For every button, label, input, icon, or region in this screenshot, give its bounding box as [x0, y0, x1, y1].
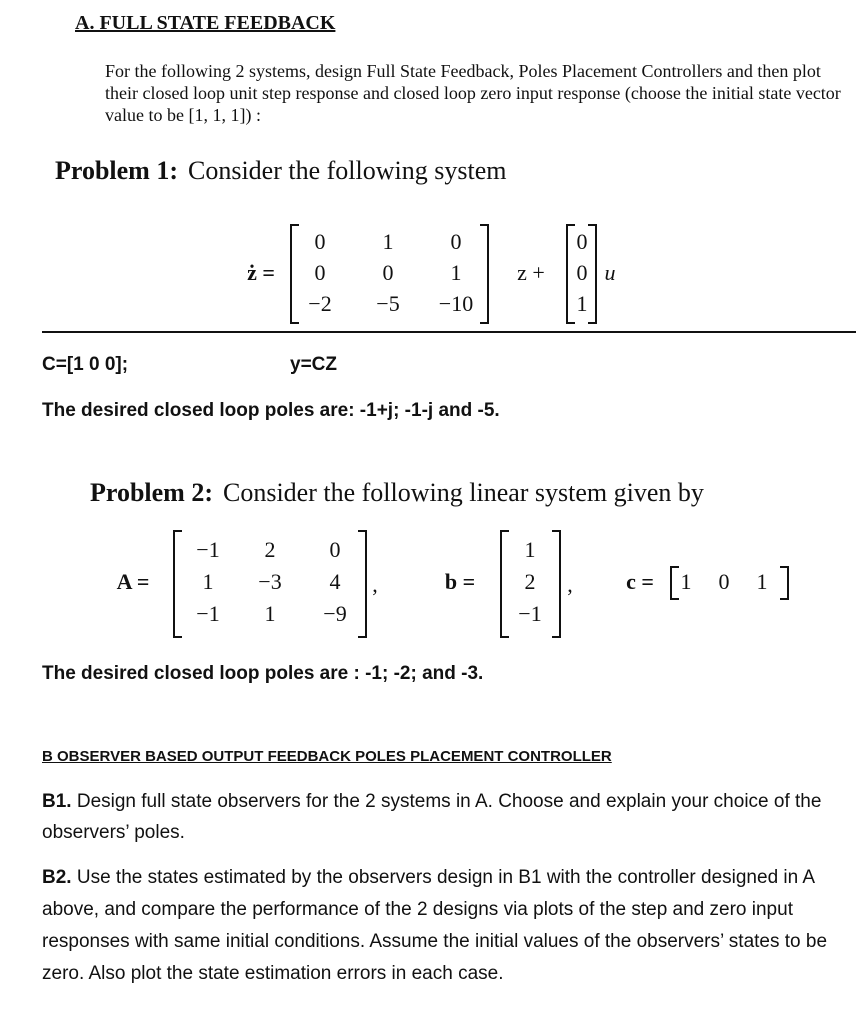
matrix-a-cell: 0 [329, 537, 341, 562]
horizontal-rule [42, 331, 856, 333]
matrix-a-cell: 1 [202, 569, 214, 594]
matrix-a-cell: 1 [264, 601, 276, 626]
b1-text: Design full state observers for the 2 systems in A. Choose and explain your choice of the observers’ poles. [42, 791, 822, 843]
output-equation: y=CZ [290, 354, 337, 375]
matrix-a-cell: 2 [264, 537, 276, 562]
c-label: c = [626, 569, 654, 594]
vector-c-cell: 1 [756, 569, 768, 594]
matrix-a-cell: 4 [329, 569, 341, 594]
vector-b-cell: 1 [524, 537, 536, 562]
section-b-title: B OBSERVER BASED OUTPUT FEEDBACK POLES PLACEMENT CONTROLLER [42, 748, 612, 765]
problem2-statement: Consider the following linear system given by [223, 478, 704, 507]
output-matrix-c: C=[1 0 0]; [42, 354, 129, 375]
matrix-a-cell: −1 [196, 601, 220, 626]
vector-c-cell: 1 [680, 569, 692, 594]
matrix-a-cell: 0 [450, 229, 462, 254]
matrix-a-cell: −2 [308, 291, 332, 316]
matrix-a-cell: 1 [450, 260, 462, 285]
matrix-a-cell: 0 [314, 260, 326, 285]
problem2-label: Problem 2: [90, 478, 213, 507]
matrix-a-cell: −3 [258, 569, 282, 594]
b1-paragraph [42, 786, 842, 848]
intro-paragraph: For the following 2 systems, design Full State Feedback, Poles Placement Controllers and then plot their closed loop unit step response and closed loop zero input response (choose the initial state vector value to be [1, 1, 1]) : [105, 61, 841, 125]
vector-b-cell: 2 [524, 569, 536, 594]
b2-text: Use the states estimated by the observers design in B1 with the controller designed in A above, and compare the performance of the 2 designs via plots of the step and zero input responses with same initial conditions. Assume the initial values of the observers’ states to be zero. Also plot the state estimation errors in each case. [42, 867, 828, 984]
section-a-title: A. FULL STATE FEEDBACK [75, 12, 336, 34]
matrix-a-cell: 1 [382, 229, 394, 254]
vector-c-right-bracket [780, 566, 789, 600]
input-u: u [604, 260, 616, 285]
a-label: A = [116, 569, 150, 594]
matrix-a-cell: −9 [323, 601, 347, 626]
vector-c-cell: 0 [718, 569, 730, 594]
matrix-a-cell: −1 [196, 537, 220, 562]
b-label: b = [444, 569, 476, 594]
b1-label: B1. [42, 791, 72, 812]
zdot-lhs: ż = [247, 260, 275, 285]
matrix-a-cell: −10 [438, 291, 474, 316]
vector-b-cell: 0 [576, 229, 588, 254]
matrix-a-cell: 0 [314, 229, 326, 254]
b2-paragraph [42, 862, 852, 990]
problem1-heading [55, 156, 506, 186]
comma: , [372, 572, 378, 597]
problem1-label: Problem 1: [55, 156, 178, 185]
vector-b-cell: 0 [576, 260, 588, 285]
b2-label: B2. [42, 867, 72, 888]
problem1-poles: The desired closed loop poles are: -1+j; -1-j and -5. [42, 400, 500, 421]
problem1-statement: Consider the following system [188, 156, 507, 185]
matrix-a-cell: 0 [382, 260, 394, 285]
comma: , [567, 572, 573, 597]
matrix-a-cell: −5 [376, 291, 400, 316]
vector-b-cell: −1 [518, 601, 542, 626]
vector-b-cell: 1 [576, 291, 588, 316]
z-plus: z + [517, 260, 545, 285]
problem2-poles: The desired closed loop poles are : -1; -2; and -3. [42, 663, 484, 684]
problem2-heading [90, 478, 704, 508]
